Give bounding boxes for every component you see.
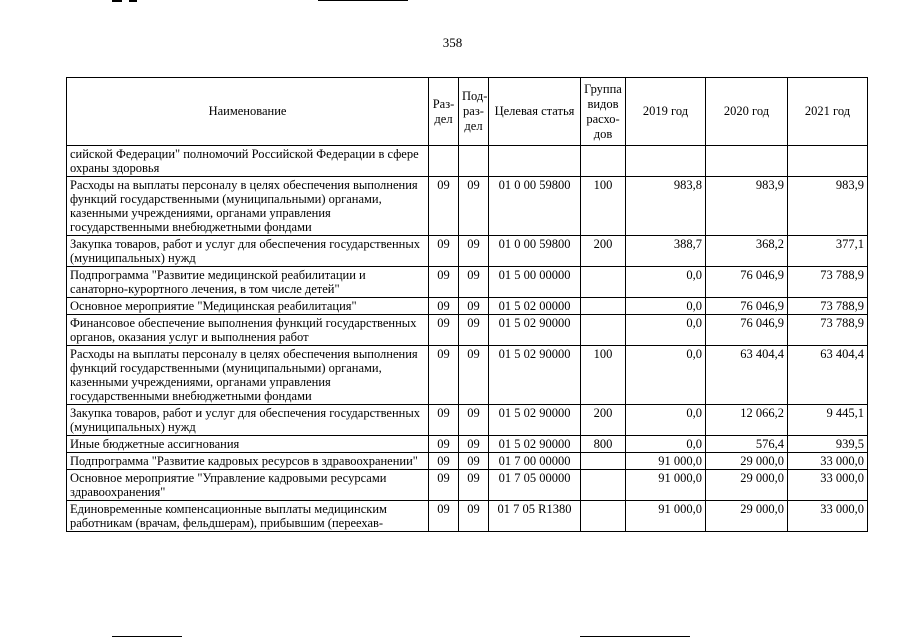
row-2021: 33 000,0 <box>788 453 868 470</box>
row-podrazdel: 09 <box>459 470 489 501</box>
row-2021: 33 000,0 <box>788 501 868 532</box>
row-target <box>489 146 581 177</box>
row-podrazdel: 09 <box>459 346 489 405</box>
row-2020: 63 404,4 <box>706 346 788 405</box>
row-2020: 76 046,9 <box>706 298 788 315</box>
row-razdel: 09 <box>429 453 459 470</box>
row-group <box>581 501 626 532</box>
row-group <box>581 146 626 177</box>
header-2019: 2019 год <box>626 78 706 146</box>
row-group <box>581 453 626 470</box>
table-row <box>67 236 868 267</box>
row-target: 01 7 05 R1380 <box>489 501 581 532</box>
page-number: 358 <box>442 35 463 50</box>
row-name: Подпрограмма "Развитие медицинской реабилитации и санаторно-курортного лечения, в том числе детей" <box>67 267 429 298</box>
row-podrazdel: 09 <box>459 436 489 453</box>
row-name: Расходы на выплаты персоналу в целях обеспечения выполнения функций государственными (муниципальными) органами, казенными учреждениями, органами управления государственными внебюджетными фондами <box>67 346 429 405</box>
row-name: Основное мероприятие "Управление кадровыми ресурсами здравоохранения" <box>67 470 429 501</box>
row-razdel: 09 <box>429 346 459 405</box>
row-target: 01 5 02 00000 <box>489 298 581 315</box>
table-row <box>67 405 868 436</box>
row-2019: 0,0 <box>626 315 706 346</box>
row-name: Основное мероприятие "Медицинская реабилитация" <box>67 298 429 315</box>
row-razdel: 09 <box>429 501 459 532</box>
row-razdel: 09 <box>429 315 459 346</box>
row-group: 100 <box>581 177 626 236</box>
row-2020: 76 046,9 <box>706 267 788 298</box>
header-razdel: Раз-дел <box>429 78 459 146</box>
table-row <box>67 146 868 177</box>
row-podrazdel: 09 <box>459 236 489 267</box>
row-razdel: 09 <box>429 470 459 501</box>
row-2020: 29 000,0 <box>706 470 788 501</box>
row-2020: 576,4 <box>706 436 788 453</box>
row-name: Закупка товаров, работ и услуг для обеспечения государственных (муниципальных) нужд <box>67 236 429 267</box>
table-row <box>67 453 868 470</box>
header-2021: 2021 год <box>788 78 868 146</box>
row-2020: 29 000,0 <box>706 501 788 532</box>
row-razdel: 09 <box>429 298 459 315</box>
table-row <box>67 267 868 298</box>
scan-artifact-bottom-left <box>112 636 182 637</box>
table-row <box>67 177 868 236</box>
row-2019: 91 000,0 <box>626 453 706 470</box>
header-name: Наименование <box>67 78 429 146</box>
row-2019: 91 000,0 <box>626 470 706 501</box>
row-name: сийской Федерации" полномочий Российской Федерации в сфере охраны здоровья <box>67 146 429 177</box>
row-group <box>581 267 626 298</box>
header-podrazdel: Под-раз-дел <box>459 78 489 146</box>
header-group: Группа видов расхо-дов <box>581 78 626 146</box>
row-2020: 368,2 <box>706 236 788 267</box>
row-2020 <box>706 146 788 177</box>
table-row <box>67 346 868 405</box>
row-target: 01 5 02 90000 <box>489 315 581 346</box>
row-group: 100 <box>581 346 626 405</box>
row-group: 800 <box>581 436 626 453</box>
row-razdel: 09 <box>429 177 459 236</box>
row-podrazdel: 09 <box>459 315 489 346</box>
row-razdel: 09 <box>429 236 459 267</box>
table-row <box>67 470 868 501</box>
row-2021: 9 445,1 <box>788 405 868 436</box>
row-group <box>581 470 626 501</box>
row-target: 01 7 05 00000 <box>489 470 581 501</box>
row-2019: 0,0 <box>626 346 706 405</box>
table-row <box>67 298 868 315</box>
row-name: Подпрограмма "Развитие кадровых ресурсов в здравоохранении" <box>67 453 429 470</box>
row-2021 <box>788 146 868 177</box>
row-podrazdel: 09 <box>459 453 489 470</box>
row-2021: 73 788,9 <box>788 315 868 346</box>
row-2021: 63 404,4 <box>788 346 868 405</box>
row-name: Закупка товаров, работ и услуг для обеспечения государственных (муниципальных) нужд <box>67 405 429 436</box>
table-row <box>67 315 868 346</box>
row-target: 01 7 00 00000 <box>489 453 581 470</box>
row-podrazdel: 09 <box>459 501 489 532</box>
table-row <box>67 436 868 453</box>
row-2020: 983,9 <box>706 177 788 236</box>
row-2021: 939,5 <box>788 436 868 453</box>
row-razdel <box>429 146 459 177</box>
row-2019: 0,0 <box>626 298 706 315</box>
row-podrazdel: 09 <box>459 177 489 236</box>
row-podrazdel <box>459 146 489 177</box>
scan-artifact-bottom-right <box>580 636 690 637</box>
scan-artifact-left-2 <box>129 0 137 2</box>
row-2021: 983,9 <box>788 177 868 236</box>
row-group <box>581 315 626 346</box>
row-2019: 0,0 <box>626 267 706 298</box>
row-2020: 12 066,2 <box>706 405 788 436</box>
row-razdel: 09 <box>429 405 459 436</box>
row-2019: 0,0 <box>626 436 706 453</box>
row-podrazdel: 09 <box>459 298 489 315</box>
row-group: 200 <box>581 236 626 267</box>
scan-artifact-left <box>112 0 122 2</box>
row-target: 01 5 02 90000 <box>489 405 581 436</box>
header-2020: 2020 год <box>706 78 788 146</box>
header-row <box>67 78 868 146</box>
row-target: 01 0 00 59800 <box>489 236 581 267</box>
row-2019 <box>626 146 706 177</box>
row-2019: 91 000,0 <box>626 501 706 532</box>
row-group: 200 <box>581 405 626 436</box>
header-target: Целевая статья <box>489 78 581 146</box>
row-2021: 33 000,0 <box>788 470 868 501</box>
row-podrazdel: 09 <box>459 267 489 298</box>
row-2021: 73 788,9 <box>788 267 868 298</box>
row-2021: 377,1 <box>788 236 868 267</box>
row-2021: 73 788,9 <box>788 298 868 315</box>
row-name: Единовременные компенсационные выплаты медицинским работникам (врачам, фельдшерам), прибывшим (переехав- <box>67 501 429 532</box>
row-target: 01 5 02 90000 <box>489 436 581 453</box>
budget-table <box>66 77 868 532</box>
row-razdel: 09 <box>429 436 459 453</box>
row-2019: 388,7 <box>626 236 706 267</box>
row-name: Расходы на выплаты персоналу в целях обеспечения выполнения функций государственными (муниципальными) органами, казенными учреждениями, органами управления государственными внебюджетными фондами <box>67 177 429 236</box>
row-2019: 0,0 <box>626 405 706 436</box>
row-name: Иные бюджетные ассигнования <box>67 436 429 453</box>
row-2019: 983,8 <box>626 177 706 236</box>
row-name: Финансовое обеспечение выполнения функций государственных органов, оказания услуг и выполнения работ <box>67 315 429 346</box>
row-target: 01 5 02 90000 <box>489 346 581 405</box>
row-group <box>581 298 626 315</box>
row-razdel: 09 <box>429 267 459 298</box>
table-row <box>67 501 868 532</box>
row-2020: 29 000,0 <box>706 453 788 470</box>
row-podrazdel: 09 <box>459 405 489 436</box>
row-target: 01 0 00 59800 <box>489 177 581 236</box>
row-2020: 76 046,9 <box>706 315 788 346</box>
scan-artifact-right <box>318 0 408 1</box>
row-target: 01 5 00 00000 <box>489 267 581 298</box>
